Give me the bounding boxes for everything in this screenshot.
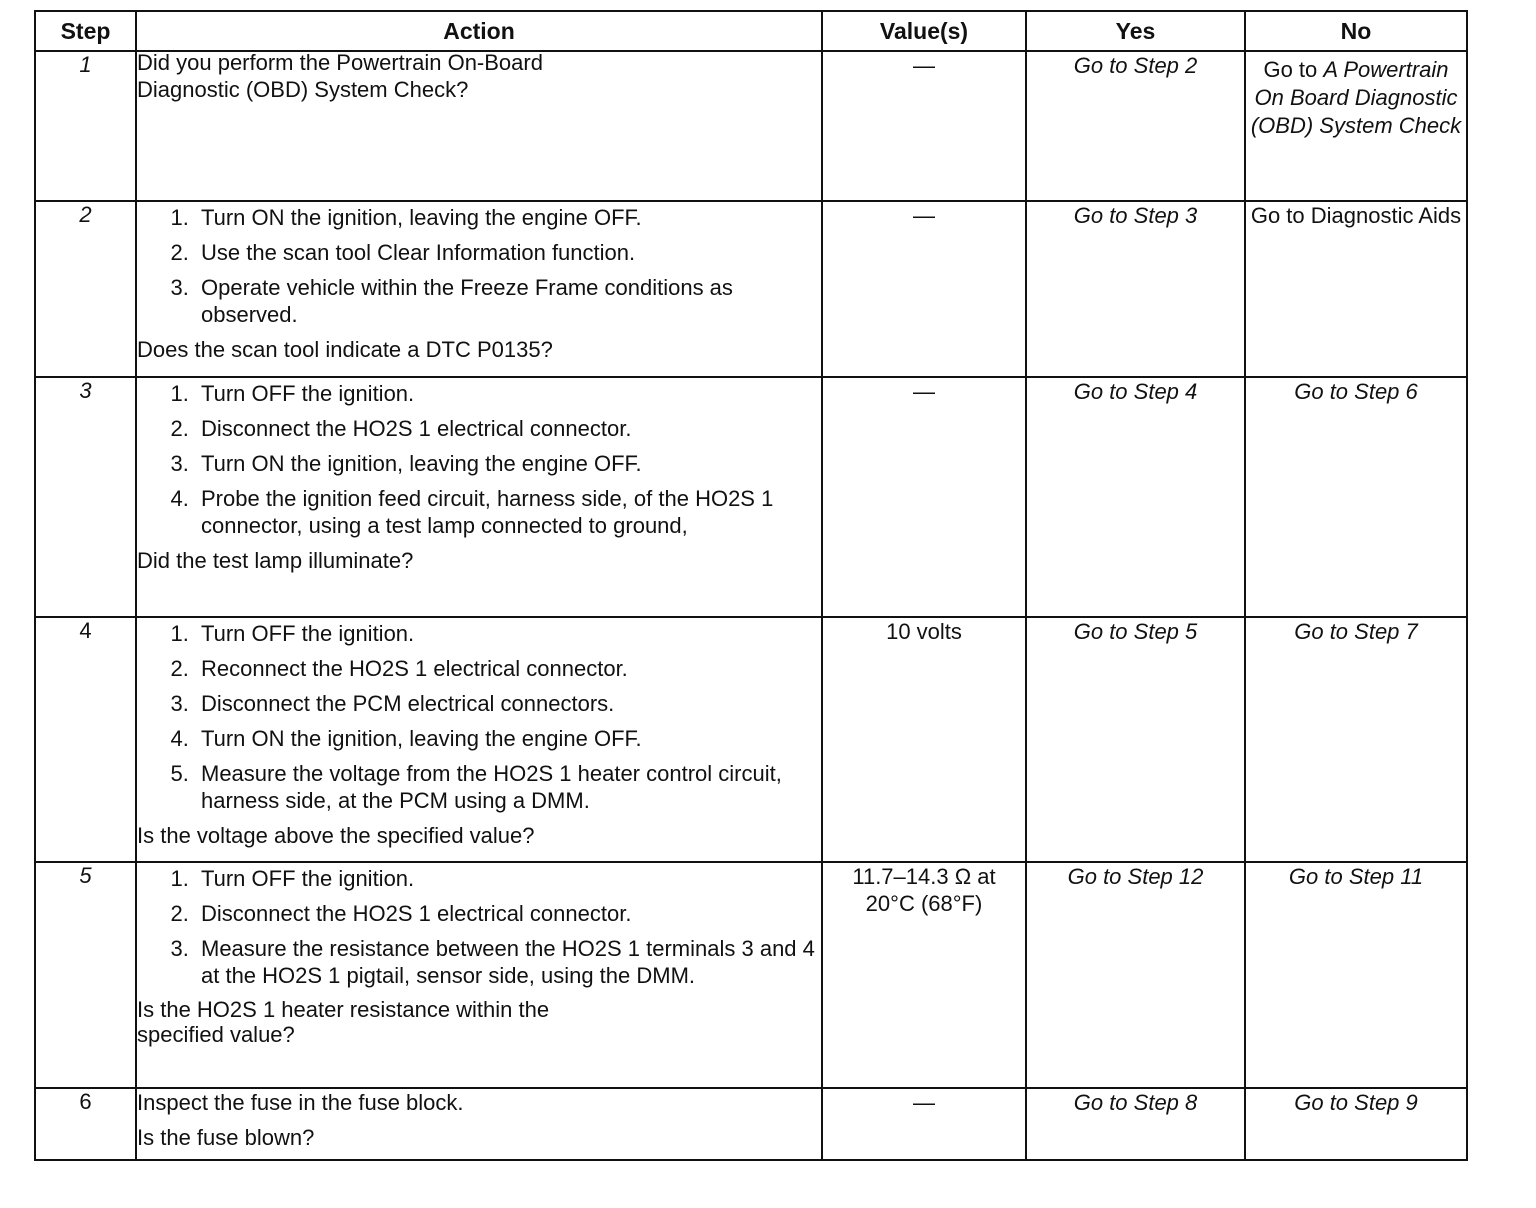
value-cell: — xyxy=(822,51,1026,201)
step-number: 4 xyxy=(35,617,136,862)
action-cell xyxy=(136,617,822,862)
value-cell: — xyxy=(822,377,1026,617)
action-step: 1. Turn OFF the ignition. xyxy=(195,865,821,892)
step-number: 6 xyxy=(35,1088,136,1160)
action-step: 2. Use the scan tool Clear Information function. xyxy=(195,239,821,266)
value-cell: — xyxy=(822,201,1026,377)
action-question: Is the voltage above the specified value? xyxy=(137,823,535,848)
action-step: 1. Turn OFF the ignition. xyxy=(195,380,821,407)
action-step: 3. Operate vehicle within the Freeze Frame conditions as observed. xyxy=(195,274,821,328)
action-cell xyxy=(136,377,822,617)
no-link[interactable]: Go to Step 7 xyxy=(1294,619,1418,644)
action-step: 3. Turn ON the ignition, leaving the engine OFF. xyxy=(195,450,821,477)
action-steps xyxy=(137,204,821,328)
yes-cell xyxy=(1026,51,1245,201)
header-row xyxy=(35,11,1467,51)
no-link[interactable]: Go to Step 11 xyxy=(1288,864,1424,889)
action-cell xyxy=(136,201,822,377)
no-cell xyxy=(1245,617,1467,862)
header-value: Value(s) xyxy=(822,11,1026,51)
action-step: 4. Turn ON the ignition, leaving the engine OFF. xyxy=(195,725,821,752)
step-number: 1 xyxy=(35,51,136,201)
no-cell xyxy=(1245,862,1467,1088)
table-row xyxy=(35,1088,1467,1160)
action-cell xyxy=(136,51,822,201)
yes-link[interactable]: Go to Step 2 xyxy=(1073,53,1198,78)
yes-link[interactable]: Go to Step 3 xyxy=(1073,203,1198,228)
action-step: 5. Measure the voltage from the HO2S 1 heater control circuit, harness side, at the PCM using a DMM. xyxy=(195,760,821,814)
yes-cell xyxy=(1026,201,1245,377)
action-step: 1. Turn OFF the ignition. xyxy=(195,620,821,647)
yes-cell xyxy=(1026,1088,1245,1160)
action-question: Is the fuse blown? xyxy=(137,1125,315,1150)
action-step: 3. Measure the resistance between the HO2S 1 terminals 3 and 4 at the HO2S 1 pigtail, sensor side, using the DMM. xyxy=(195,935,821,989)
step-number: 2 xyxy=(35,201,136,377)
header-action: Action xyxy=(136,11,822,51)
action-question: Did you perform the Powertrain On-Board Diagnostic (OBD) System Check? xyxy=(137,50,543,102)
diagnostic-table xyxy=(34,10,1468,1161)
action-step: 4. Probe the ignition feed circuit, harness side, of the HO2S 1 connector, using a test lamp connected to ground, xyxy=(195,485,821,539)
no-cell xyxy=(1245,1088,1467,1160)
action-step: 2. Disconnect the HO2S 1 electrical connector. xyxy=(195,415,821,442)
action-step: 1. Turn ON the ignition, leaving the engine OFF. xyxy=(195,204,821,231)
yes-cell xyxy=(1026,377,1245,617)
no-cell xyxy=(1245,201,1467,377)
action-steps xyxy=(137,380,821,539)
value-cell: — xyxy=(822,1088,1026,1160)
header-step: Step xyxy=(35,11,136,51)
table-row xyxy=(35,617,1467,862)
header-yes: Yes xyxy=(1026,11,1245,51)
yes-link[interactable]: Go to Step 8 xyxy=(1073,1090,1198,1115)
action-cell xyxy=(136,1088,822,1160)
table-row xyxy=(35,377,1467,617)
table-row xyxy=(35,862,1467,1088)
value-cell: 10 volts xyxy=(822,617,1026,862)
action-step: 2. Disconnect the HO2S 1 electrical connector. xyxy=(195,900,821,927)
action-step: 3. Disconnect the PCM electrical connectors. xyxy=(195,690,821,717)
no-link[interactable]: Go to Step 9 xyxy=(1294,1090,1418,1115)
table-row xyxy=(35,51,1467,201)
action-steps xyxy=(137,865,821,989)
header-no: No xyxy=(1245,11,1467,51)
action-steps xyxy=(137,620,821,814)
no-cell xyxy=(1245,51,1467,201)
yes-link[interactable]: Go to Step 12 xyxy=(1067,864,1204,889)
action-cell xyxy=(136,862,822,1088)
value-cell xyxy=(822,862,1026,1088)
step-number: 3 xyxy=(35,377,136,617)
table-row xyxy=(35,201,1467,377)
action-instruction: Inspect the fuse in the fuse block. xyxy=(137,1090,464,1115)
step-number: 5 xyxy=(35,862,136,1088)
yes-link[interactable]: Go to Step 5 xyxy=(1073,619,1198,644)
no-link[interactable]: A Powertrain On Board Diagnostic (OBD) System Check xyxy=(1250,57,1462,138)
action-question: Did the test lamp illuminate? xyxy=(137,548,414,573)
action-question: Is the HO2S 1 heater resistance within the specified value? xyxy=(137,997,550,1047)
value-text: 11.7–14.3 Ω at 20°C (68°F) xyxy=(852,864,996,916)
yes-cell xyxy=(1026,862,1245,1088)
no-link[interactable]: Go to Step 6 xyxy=(1294,379,1418,404)
yes-link[interactable]: Go to Step 4 xyxy=(1073,379,1198,404)
action-question: Does the scan tool indicate a DTC P0135? xyxy=(137,337,553,362)
no-prefix: Go to xyxy=(1263,57,1324,82)
no-link[interactable]: Go to Diagnostic Aids xyxy=(1250,203,1462,228)
no-cell xyxy=(1245,377,1467,617)
yes-cell xyxy=(1026,617,1245,862)
action-step: 2. Reconnect the HO2S 1 electrical connector. xyxy=(195,655,821,682)
